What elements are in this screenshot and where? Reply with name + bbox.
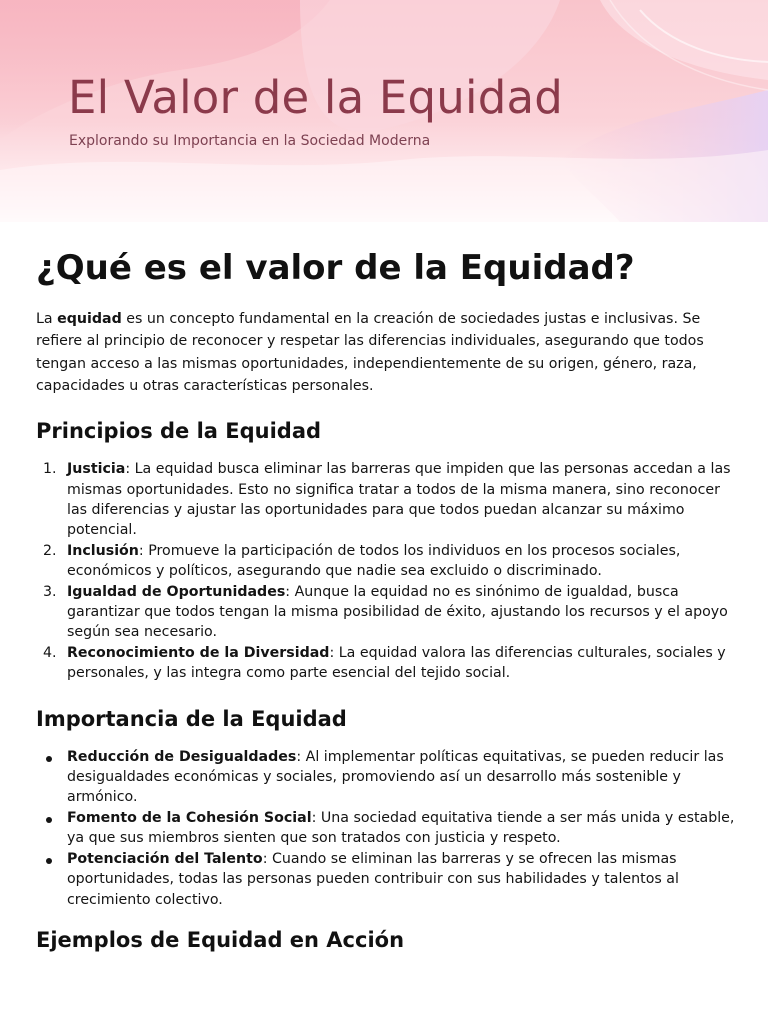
list-item-term: Reconocimiento de la Diversidad bbox=[67, 644, 330, 661]
intro-term: equidad bbox=[57, 311, 122, 327]
list-number: 2. bbox=[43, 542, 57, 559]
intro-text-before: La bbox=[36, 311, 58, 327]
list-item bbox=[36, 849, 736, 910]
list-item-text: : La equidad valora las diferencias culturales, sociales y personales, y las integra como parte esencial del tejido social. bbox=[67, 644, 726, 682]
bullet-icon bbox=[46, 817, 52, 823]
list-item-text: : Cuando se eliminan las barreras y se ofrecen las mismas oportunidades, todas las personas pueden contribuir con sus habilidades y talentos al crecimiento colectivo. bbox=[67, 850, 679, 908]
list-item-text: : Al implementar políticas equitativas, se pueden reducir las desigualdades económicas y sociales, promoviendo así un desarrollo más sostenible y armónico. bbox=[67, 748, 724, 806]
list-item-term: Igualdad de Oportunidades bbox=[67, 583, 286, 600]
list-item-text: : Una sociedad equitativa tiende a ser más unida y estable, ya que sus miembros sienten que son tratados con justicia y respeto. bbox=[67, 809, 735, 847]
list-item bbox=[36, 643, 736, 684]
list-item-term: Justicia bbox=[67, 461, 126, 478]
list-item-term: Reducción de Desigualdades bbox=[67, 748, 297, 765]
page-title: El Valor de la Equidad bbox=[68, 71, 564, 124]
list-item-text: : La equidad busca eliminar las barreras que impiden que las personas accedan a las mismas oportunidades. Esto no significa tratar a todos de la misma manera, sino reconocer las diferencias y ajustar las oportunidades para que todos puedan alcanzar su máximo potencial. bbox=[67, 461, 731, 539]
article-content bbox=[36, 244, 736, 955]
list-item bbox=[36, 541, 736, 582]
list-item-term: Fomento de la Cohesión Social bbox=[67, 809, 312, 826]
importancia-list bbox=[36, 747, 736, 910]
list-number: 3. bbox=[43, 583, 57, 600]
section-heading-que-es: ¿Qué es el valor de la Equidad? bbox=[36, 248, 635, 288]
list-item-term: Inclusión bbox=[67, 542, 139, 559]
list-item-text: : Aunque la equidad no es sinónimo de igualdad, busca garantizar que todos tengan la misma posibilidad de éxito, ajustando los recursos y el apoyo según sea necesario. bbox=[67, 583, 728, 641]
intro-paragraph bbox=[36, 308, 736, 397]
list-item-term: Potenciación del Talento bbox=[67, 850, 263, 867]
list-item bbox=[36, 747, 736, 808]
section-heading-ejemplos: Ejemplos de Equidad en Acción bbox=[36, 927, 405, 952]
section-heading-principios: Principios de la Equidad bbox=[36, 419, 322, 444]
bullet-icon bbox=[46, 858, 52, 864]
list-number: 4. bbox=[43, 644, 57, 661]
intro-text-after: es un concepto fundamental en la creación de sociedades justas e inclusivas. Se refiere al principio de reconocer y respetar las diferencias individuales, asegurando que todos tengan acceso a las mismas oportunidades, independientemente de su origen, género, raza, capacidades u otras características personales. bbox=[36, 311, 704, 394]
section-heading-importancia: Importancia de la Equidad bbox=[36, 706, 347, 731]
list-item bbox=[36, 808, 736, 849]
list-number: 1. bbox=[43, 461, 57, 478]
bullet-icon bbox=[46, 756, 52, 762]
list-item bbox=[36, 459, 736, 541]
hero-banner bbox=[0, 0, 768, 222]
page-subtitle: Explorando su Importancia en la Sociedad Moderna bbox=[69, 133, 431, 149]
principios-list bbox=[36, 459, 736, 683]
list-item bbox=[36, 582, 736, 643]
list-item-text: : Promueve la participación de todos los individuos en los procesos sociales, económicos y políticos, asegurando que nadie sea excluido o discriminado. bbox=[67, 542, 681, 580]
